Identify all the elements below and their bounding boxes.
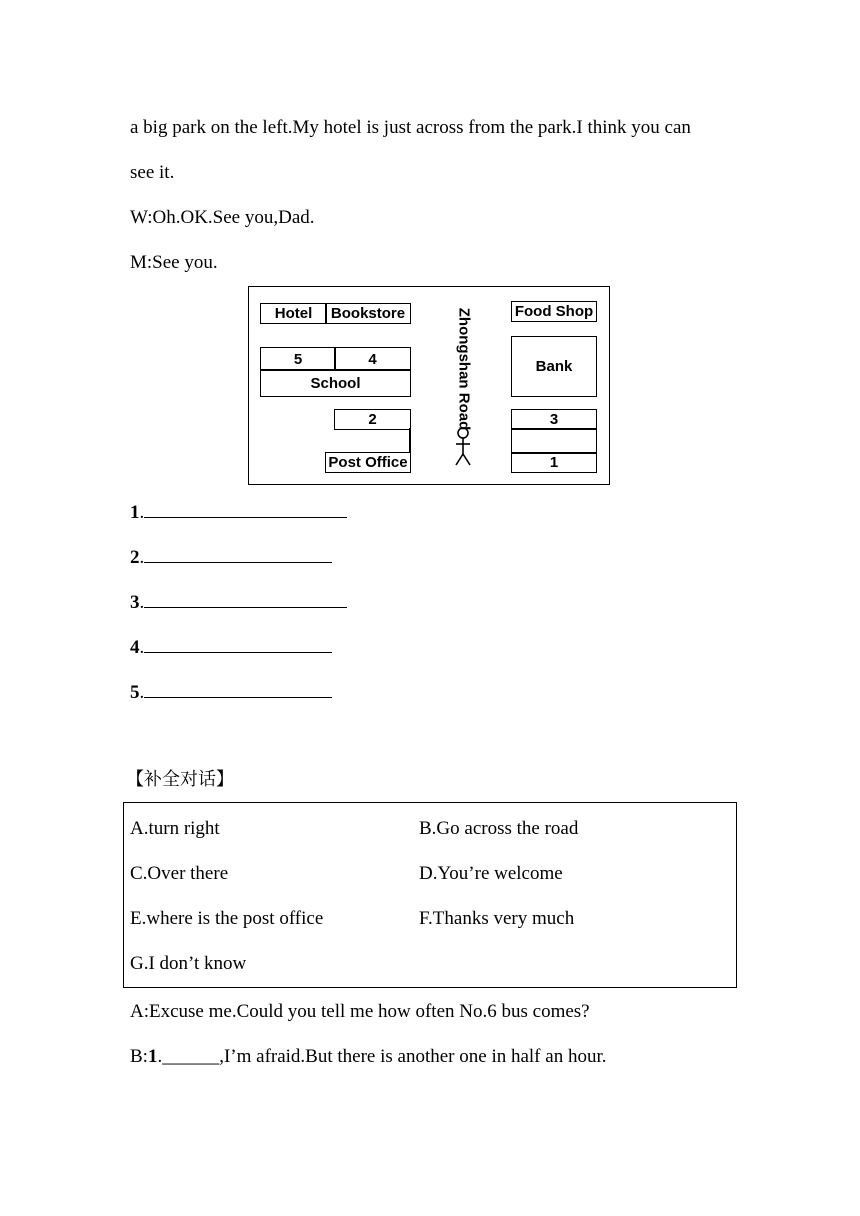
question-dot: .	[139, 682, 145, 703]
map-bookstore: Bookstore	[325, 303, 411, 324]
answer-blank[interactable]	[144, 589, 347, 608]
dialogue-line-1: A:Excuse me.Could you tell me how often No.6 bus comes?	[130, 1001, 590, 1022]
map-food-shop: Food Shop	[511, 301, 597, 322]
option-c: C.Over there	[130, 863, 229, 884]
question-3	[130, 589, 347, 615]
speaker-b: B:	[130, 1046, 148, 1067]
question-number: 4	[130, 637, 140, 658]
option-e: E.where is the post office	[130, 908, 324, 929]
map-slot-4: 4	[334, 347, 411, 371]
map-slot-1: 1	[511, 452, 597, 473]
map-post-office: Post Office	[325, 452, 411, 473]
question-dot: .	[139, 502, 145, 523]
question-1	[130, 499, 347, 525]
question-dot: .	[139, 637, 145, 658]
dialogue-line-2	[130, 1045, 606, 1069]
street-map	[248, 286, 610, 485]
passage-line-4: M:See you.	[130, 252, 218, 273]
question-dot: .	[139, 592, 145, 613]
map-empty-building	[511, 428, 597, 454]
dialogue-line-2-rest: ,I’m afraid.But there is another one in half an hour.	[219, 1046, 607, 1067]
answer-blank[interactable]	[144, 634, 332, 653]
question-5	[130, 679, 332, 705]
person-icon	[452, 427, 474, 469]
map-divider	[409, 428, 411, 453]
options-table	[123, 802, 737, 988]
map-bank: Bank	[511, 336, 597, 397]
option-d: D.You’re welcome	[419, 863, 563, 884]
map-road-label	[449, 309, 479, 429]
option-f: F.Thanks very much	[419, 908, 575, 929]
option-b: B.Go across the road	[419, 818, 579, 839]
answer-blank[interactable]	[144, 544, 332, 563]
passage-line-3: W:Oh.OK.See you,Dad.	[130, 207, 315, 228]
option-g: G.I don’t know	[130, 953, 247, 974]
question-4	[130, 634, 332, 660]
section-title: 【补全对话】	[126, 769, 234, 790]
map-hotel: Hotel	[260, 303, 327, 324]
answer-blank[interactable]	[144, 679, 332, 698]
answer-blank[interactable]	[144, 499, 347, 518]
question-number: 2	[130, 547, 140, 568]
option-a: A.turn right	[130, 818, 220, 839]
question-2	[130, 544, 332, 570]
question-number: 3	[130, 592, 140, 613]
map-slot-5: 5	[260, 347, 336, 371]
map-school: School	[260, 369, 411, 397]
passage-line-1: a big park on the left.My hotel is just across from the park.I think you can	[130, 117, 691, 138]
map-slot-2: 2	[334, 409, 411, 430]
passage-line-2: see it.	[130, 162, 175, 183]
road-name: Zhongshan Road	[455, 307, 473, 431]
question-dot: .	[139, 547, 145, 568]
question-number: 5	[130, 682, 140, 703]
dialogue-blank[interactable]: .______	[157, 1046, 220, 1067]
question-number: 1	[130, 502, 140, 523]
map-slot-3: 3	[511, 409, 597, 430]
blank-number: 1	[147, 1046, 158, 1067]
